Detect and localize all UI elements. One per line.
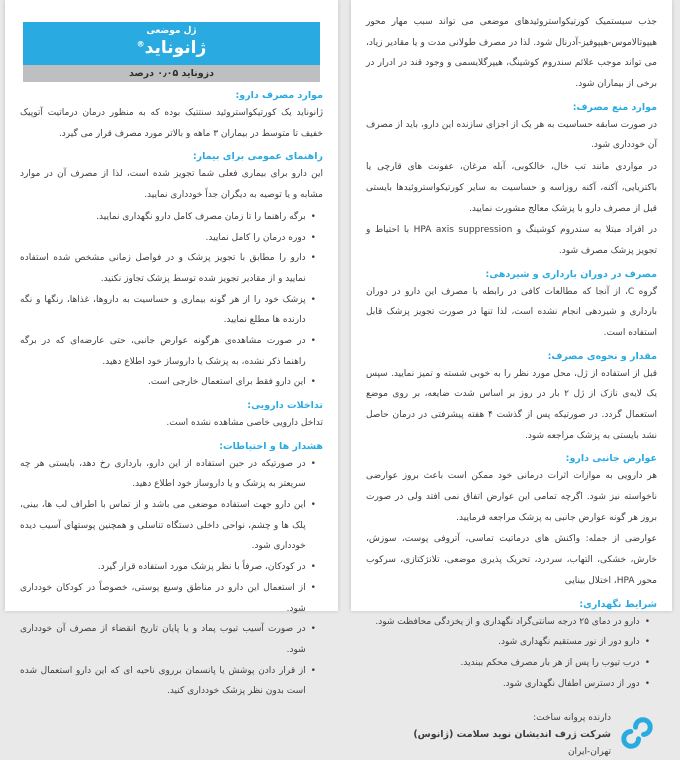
bullet-icon: • [310,377,316,388]
company-name: شرکت ژرف اندیشان نوید سلامت (ژانوس) [413,729,611,741]
bullet-item [366,632,657,653]
bullet-icon: • [310,294,316,305]
bullet-icon: • [644,678,650,689]
license-text [413,710,611,760]
bullet-item [20,578,323,619]
bullet-text: این دارو فقط برای استعمال خارجی است. [147,377,306,388]
bullet-icon: • [310,665,316,676]
paragraph: هر دارویی به موازات اثرات درمانی خود ممکن است باعث بروز عوارضی ناخواسته نیز شود. اگرچه تمامی این عوارض اتفاق نمی افتد ولی در صورت بروز هر گونه عوارض جانبی به پزشک مراجعه فرمایید. [365,471,657,523]
bullet-icon: • [310,624,316,635]
brand-name: ژانوناید® [136,38,207,59]
bullet-icon: • [310,500,316,511]
bullet-icon: • [310,232,316,243]
paragraph: ژانوناید یک کورتیکواستروئید سنتتیک بوده که به منظور درمان درماتیت آتوپیک خفیف تا متوسط در بیماران ۳ ماهه و بالاتر مورد مصرف قرار می گیرد. [20,108,323,139]
bullet-icon: • [310,562,316,573]
paragraph: در مواردی مانند تب خال، خالکوبی، آبله مرغان، عفونت های قارچی یا باکتریایی، آکنه، آکنه روزاسه و حساسیت به سایر کورتیکواستروئیدها بایستی قبل از مصرف دارو با پزشک معالج مشورت نمایید. [365,162,657,214]
bullet-text: از استعمال این دارو در مناطق وسیع پوستی، خصوصاً در کودکان خودداری شود. [20,582,306,614]
bullet-icon: • [644,616,650,627]
paragraph: در صورت سابقه حساسیت به هر یک از اجزای سازنده این دارو، باید از مصرف آن خودداری شود. [365,119,657,151]
paragraph: عوارضی از جمله: واکنش های درماتیت تماسی، آتروفی پوست، سوزش، خارش، خشکی، التهاب، سردرد، تحریک پذیری موضعی، تلانژکتازی، سرکوب محور HPA، اختلال بینایی [365,534,657,586]
paragraph: این دارو برای بیماری فعلی شما تجویز شده است، لذا از مصرف آن در موارد مشابه و یا توصیه به دیگران جداً خودداری نمایید. [20,169,323,201]
bullet-item [20,661,323,702]
section-heading: هشدار ها و احتیاطات: [219,440,323,452]
bullet-text: دارو را مطابق با تجویز پزشک و در فواصل زمانی مشخص شده استفاده نمایید و از مقادیر تجویز شده توسط پزشک تجاوز نکنید. [20,253,306,284]
bullet-item [20,290,323,331]
page-back-sections [366,12,657,694]
section-heading: راهنمای عمومی برای بیمار: [192,151,323,163]
brand-banner [23,22,320,65]
section-heading: شرایط نگهداری: [579,598,657,610]
bullet-text: در صورتیکه در حین استفاده از این دارو، بارداری رخ دهد، بایستی هر چه سریعتر به پزشک و یا داروساز خود اطلاع دهید. [20,458,306,490]
bullet-text: از قرار دادن پوشش یا پانسمان برروی ناحیه ای که این دارو استعمال شده است بدون نظر پزشک خودداری کنید. [20,665,306,697]
paragraph: در افراد مبتلا به سندروم کوشینگ و HPA axis suppression با احتیاط و تجویز پزشک مصرف شود. [365,225,657,256]
paragraph: تداخل دارویی خاصی مشاهده نشده است. [166,418,323,429]
dosage-form-label: ژل موضعی [146,26,197,36]
strength-bar: دزوناید ۰٫۰۵ درصد [23,65,320,82]
bullet-text: برگه راهنما را تا زمان مصرف کامل دارو نگهداری نمایید. [96,211,306,222]
bullet-icon: • [310,458,316,469]
section-heading: مقدار و نحوه‌ی مصرف: [547,350,657,362]
section-heading: عوارض جانبی دارو: [565,453,657,465]
section-heading: موارد منع مصرف: [572,101,657,113]
bullet-item [20,619,323,660]
company-city: تهران-ایران [567,746,611,757]
bullet-item [20,207,323,228]
bullet-icon: • [310,335,316,346]
drug-header [23,22,320,82]
bullet-item [366,674,657,695]
bullet-text: دور از دسترس اطفال نگهداری شود. [502,678,640,689]
bullet-text: دارو در دمای ۲۵ درجه سانتی‌گراد نگهداری و از یخزدگی محافظت شود. [375,616,640,627]
bullet-text: این دارو جهت استفاده موضعی می باشد و از تماس با اطراف لب ها، بینی، پلک ها و چشم، نواحی داخلی دستگاه تناسلی و همچنین پوستهای آسیب دیده خودداری شود. [20,500,306,552]
paragraph: قبل از استفاده از ژل، محل مورد نظر را به خوبی شسته و تمیز نمایید. سپس یک لایه‌ی نازک از ژل ۲ بار در روز بر اساس شدت ضایعه، بر روی موضع استعمال گردد. در صورتیکه پس از گذشت ۴ هفته پیشرفتی در درمان حاصل نشد بایستی به پزشک مراجعه شود. [365,368,657,441]
bullet-icon: • [644,657,650,668]
bullet-item [20,454,323,495]
bullet-item [366,612,657,633]
bullet-item [20,495,323,557]
page-front [5,0,338,697]
license-label: دارنده پروانه ساخت: [533,713,611,724]
bullet-icon: • [310,582,316,593]
bullet-text: دارو دور از نور مستقیم نگهداری شود. [498,637,640,648]
bullet-text: در صورت آسیب تیوب پماد و یا پایان تاریخ انقضاء از مصرف آن خودداری شود. [20,624,306,655]
bullet-item [20,248,323,289]
section-heading: مصرف در دوران بارداری و شیردهی: [485,268,657,280]
bullet-text: در کودکان، صرفاً با نظر پزشک مورد استفاده قرار گیرد. [97,562,306,573]
bullet-item [20,557,323,578]
bullet-text: دوره درمان را کامل نمایید. [205,232,306,243]
page-back [351,0,672,757]
bullet-icon: • [644,637,650,648]
registered-trademark-mark: ® [136,39,145,49]
bullet-item [20,228,323,249]
bullet-text: درب تیوب را پس از هر بار مصرف محکم ببندید. [460,657,640,668]
bullet-item [20,372,323,393]
bullet-item [20,331,323,372]
license-footer [366,710,657,760]
bullet-icon: • [310,211,316,222]
bullet-text: در صورت مشاهده‌ی هرگونه عوارض جانبی، حتی عارضه‌ای که در برگه راهنما ذکر نشده، به پزشک یا داروساز خود اطلاع دهید. [20,335,306,367]
bullet-icon: • [310,253,316,264]
section-heading: تداخلات دارویی: [247,400,323,412]
page-front-sections [20,90,323,702]
paragraph: جذب سیستمیک کورتیکواستروئیدهای موضعی می تواند سبب مهار محور هیپوتالاموس-هیپوفیز-آدرنال شود. لذا در مصرف طولانی مدت و یا مقادیر زیاد، می تواند موجب علائم سندروم کوشینگ، هیپرگلایسمی و وجود قند در ادرار در برخی از بیماران شود. [365,17,657,90]
section-heading: موارد مصرف دارو: [235,90,323,102]
bullet-text: پزشک خود را از هر گونه بیماری و حساسیت به داروها، غذاها، رنگها و نگه دارنده ها مطلع نمایید. [20,294,306,326]
paragraph: گروه C، از آنجا که مطالعات کافی در رابطه با مصرف این دارو در دوران بارداری و شیردهی انجام نشده است، لذا تنها در صورت تجویز پزشک قابل استفاده است. [365,286,657,338]
bullet-item [366,653,657,674]
chain-link-icon [619,715,655,755]
